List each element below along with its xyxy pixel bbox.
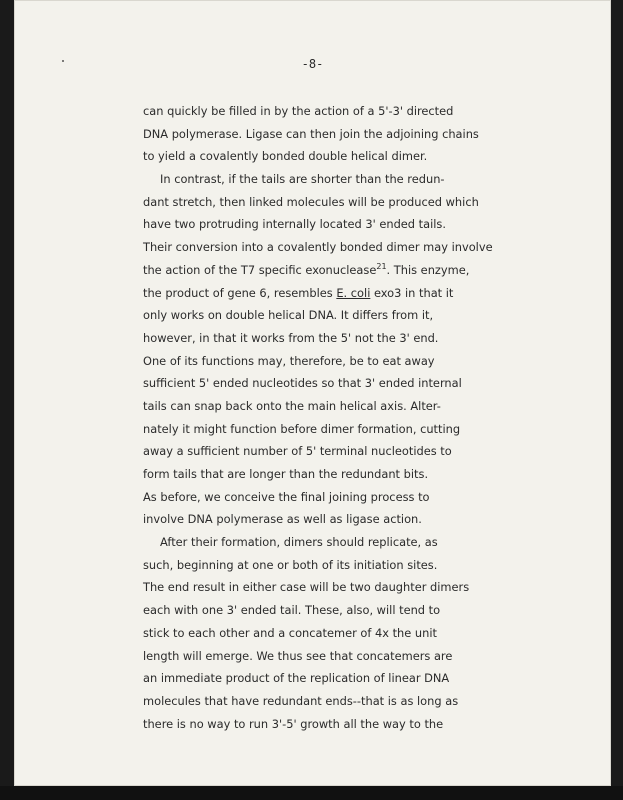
text-line: As before, we conceive the final joining process to: [143, 489, 430, 504]
text-line: have two protruding internally located 3' ended tails.: [143, 217, 446, 232]
text-line: After their formation, dimers should replicate, as: [160, 535, 438, 550]
text-line-segment: . This enzyme,: [386, 262, 470, 277]
text-line: molecules that have redundant ends--that is as long as: [143, 693, 459, 708]
text-line: to yield a covalently bonded double helical dimer.: [143, 149, 428, 164]
text-line: there is no way to run 3'-5' growth all the way to the: [143, 716, 444, 731]
text-line-segment: the product of gene 6, resembles: [143, 285, 337, 300]
text-line: such, beginning at one or both of its initiation sites.: [143, 557, 438, 572]
text-line: nately it might function before dimer formation, cutting: [143, 421, 461, 436]
text-line: length will emerge. We thus see that concatemers are: [143, 648, 453, 663]
footnote-reference: 21: [376, 262, 387, 272]
document-page: [14, 0, 611, 786]
text-line: stick to each other and a concatemer of 4x the unit: [143, 625, 437, 640]
text-line-segment: the action of the T7 specific exonuclease: [143, 262, 377, 277]
text-line: form tails that are longer than the redundant bits.: [143, 467, 429, 481]
text-line: however, in that it works from the 5' not the 3' end.: [143, 330, 439, 345]
page-number: -8-: [301, 57, 324, 71]
text-line: away a sufficient number of 5' terminal nucleotides to: [143, 444, 452, 459]
text-line: involve DNA polymerase as well as ligase action.: [143, 512, 422, 527]
text-line: can quickly be filled in by the action of a 5'-3' directed: [143, 104, 454, 118]
text-line: One of its functions may, therefore, be to eat away: [143, 353, 435, 368]
text-line: The end result in either case will be two daughter dimers: [143, 580, 470, 595]
text-line: dant stretch, then linked molecules will be produced which: [143, 194, 479, 209]
text-line: only works on double helical DNA. It differs from it,: [143, 308, 434, 323]
text-line: each with one 3' ended tail. These, also, will tend to: [143, 603, 441, 618]
scan-bottom-edge: [0, 786, 623, 800]
text-line: an immediate product of the replication of linear DNA: [143, 671, 450, 686]
text-line: sufficient 5' ended nucleotides so that 3' ended internal: [143, 376, 462, 391]
text-line: tails can snap back onto the main helical axis. Alter-: [143, 398, 441, 413]
underlined-species-name: E. coli: [336, 285, 371, 300]
text-line: In contrast, if the tails are shorter than the redun-: [160, 172, 445, 187]
text-line-segment: exo3 in that it: [370, 285, 454, 300]
text-line: [143, 282, 493, 305]
text-line: Their conversion into a covalently bonded dimer may involve: [143, 240, 493, 255]
body-text: [143, 100, 493, 735]
text-line: [143, 259, 493, 282]
text-line: DNA polymerase. Ligase can then join the adjoining chains: [143, 126, 479, 141]
